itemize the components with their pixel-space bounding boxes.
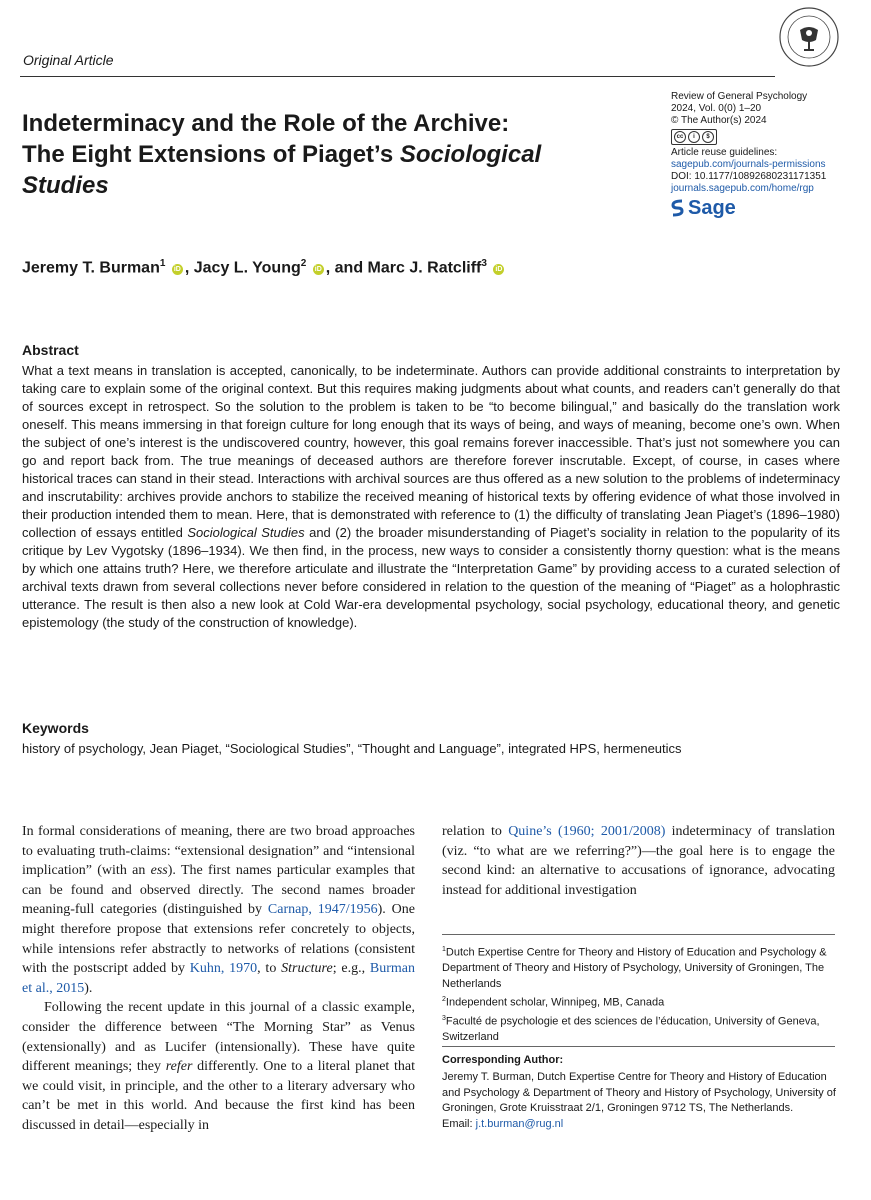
body-italic-structure: Structure [281,961,333,977]
reuse-link[interactable]: sagepub.com/journals-permissions [671,159,826,170]
footnote-divider [442,934,835,935]
publisher-name: Sage [688,197,736,219]
header-divider [20,76,775,77]
body-text: , to [257,961,282,977]
citation-kuhn-link[interactable]: Kuhn, 1970 [189,961,258,977]
corresponding-heading: Corresponding Author: [442,1054,564,1066]
footnote-1-text: Dutch Expertise Centre for Theory and History of Education and Psychology & Department of Theory and History of Psychology, University of Groningen, The Netherlands [442,946,827,990]
citation-burman-link[interactable]: Burman et al., 2015 [22,961,415,996]
citation-carnap-link[interactable]: Carnap, 1947/1956 [267,902,378,918]
corresponding-author [442,1070,842,1132]
body-text: In formal considerations of meaning, there are two broad approaches to evaluating truth-claims: “extensional designation” and “intensional implication” (with an [22,824,415,879]
author-line: Jeremy T. Burman$^1$ iD , Jacy L. Young$^2$ iD , and Marc J. Ratcliff$^3$ iD [22,258,503,277]
sage-logo [671,199,871,217]
body-paragraph-continued [442,822,835,900]
footnote-2 [442,992,842,1011]
footnote-3 [442,1011,842,1046]
footnote-2-text: Independent scholar, Winnipeg, MB, Canada [445,996,665,1009]
keywords-list: history of psychology, Jean Piaget, “Sociological Studies”, “Thought and Language”, integrated HPS, hermeneutics [22,741,682,756]
apa-division-seal-icon [778,6,840,68]
body-text: ). [84,980,93,996]
author-3-affil: 3 [481,258,487,269]
author-2-affil: 2 [300,258,307,269]
citation-quine-link[interactable]: Quine’s (1960; 2001/2008) [508,824,666,839]
journal-home-link[interactable]: journals.sagepub.com/home/rgp [671,183,814,194]
abstract-body [22,362,840,632]
email-label: Email: [442,1117,476,1130]
abstract-italic-title: Sociological Studies [187,525,305,540]
author-2: Jacy L. Young [193,259,301,277]
email-link[interactable]: j.t.burman@rug.nl [475,1117,564,1130]
author-1-affil: 1 [159,258,166,269]
sage-mark-icon [671,199,684,217]
copyright-notice: © The Author(s) 2024 [671,115,767,126]
journal-name: Review of General Psychology [671,91,808,102]
doi: DOI: 10.1177/10892680231171351 [671,171,827,182]
corresponding-email-line [442,1117,842,1133]
corresponding-divider [442,1046,835,1047]
article-type-label: Original Article [23,52,114,68]
body-paragraph-1 [22,822,415,998]
abstract-text-2: and (2) the broader misunderstanding of Piaget’s sociality in relation to the popularity of its critique by Lev Vygotsky (1896–1934). We then find, in the process, new ways to consider a consistently thorny question: what is the means by which one attains truth? Here, we therefore articulate and illustrate the “Interpretation Game” by providing access to a curated selection of archival texts drawn from several collections never before considered in relation to the question of the meaning of “Piaget” as a holophrastic utterance. The result is then also a new look at Cold War-era developmental psychology, social psychology, educational theory, and genetic epistemology (the study of the construction of knowledge). [22,525,840,630]
orcid-icon[interactable]: iD [173,266,181,274]
corresponding-address: Jeremy T. Burman, Dutch Expertise Centre for Theory and History of Education and Psychology & Department of Theory and History of Psychology, University of Groningen, Grote Kruisstraat 2/1, Groningen 9712 TS, The Netherlands. [442,1071,836,1114]
cc-license-badge-icon[interactable]: cc i $ [671,129,717,145]
keywords-heading: Keywords [22,720,89,736]
title-italic-sociological: Sociological [399,141,542,168]
body-text: Following the recent update in this journal of a classic example, consider the difference between “The Morning Star” as Venus (extensionally) and as Lucifer (intensionally). These have quite different meanings; they [22,1000,415,1075]
footnote-1-marker: 1 [442,946,446,953]
body-right-column [442,822,835,900]
body-paragraph-2 [22,998,415,1135]
footnote-2-marker: 2 [442,996,446,1004]
body-left-column [22,822,415,1136]
body-italic-refer: refer [165,1059,193,1075]
body-text: relation to [442,824,509,839]
footnote-3-marker: 3 [442,1015,446,1023]
abstract-heading: Abstract [22,342,79,358]
title-line-2 [22,139,652,170]
article-title [22,108,652,201]
body-text: differently. One to a literal planet that we could visit, in principle, and the other to a literary adversary who can’t be met in this world. And because the first kind has been discussed in detail—especially in [22,1059,416,1133]
footnote-3-text: Faculté de psychologie et des sciences de l’éducation, University of Geneva, Switzerland [442,1015,820,1044]
orcid-icon[interactable]: iD [314,266,322,274]
title-line-3 [22,170,652,201]
affiliation-footnotes [442,942,842,1046]
title-italic-studies: Studies [22,172,109,199]
reuse-label: Article reuse guidelines: [671,147,778,158]
body-text: ). One might therefore propose that extensions refer concretely to objects, while intensions refer abstractly to networks of relations (consistent with the postscript added by [22,902,415,977]
author-3-prefix: , and [325,259,368,277]
journal-volume: 2024, Vol. 0(0) 1–20 [671,103,762,114]
author-1: Jeremy T. Burman [22,259,160,277]
title-line-1: Indeterminacy and the Role of the Archive: [22,110,510,137]
journal-info [671,91,871,217]
author-3: Marc J. Ratcliff [367,259,482,277]
body-italic-ess: ess [150,863,168,879]
body-text: indeterminacy of translation (viz. “to what are we referring?”)—the goal here is to engage the second kind: an alternative to accusations of ignorance, advocating instead for additional investigation [442,824,836,898]
abstract-text-1: What a text means in translation is accepted, canonically, to be indeterminate. Authors can provide additional constraints to interpretation by taking care to explain some of the original context. But this requires making judgments about what counts, and readers can’t generally do that of sources except in retrospect. So the solution to the problem is taken to be “to become bilingual,” and basically do the translation work oneself. This means immersing in that foreign culture for long enough that its ways of being, and ways of meaning, become one’s own. When the subject of one’s interest is the undiscovered country, however, this goal remains forever inaccessible. That’s just not somewhere you can go and report back from. The true meanings of deceased authors are therefore forever inscrutable. Except, of course, in cases where historical traces can stand in their stead. Interactions with archival sources are thus offered as a new solution to the problems of indeterminacy and inscrutability: archives provide anchors to stabilize the received meaning of historical texts by offering evidence of what those involved in their production intended them to mean. Here, that is demonstrated with reference to (1) the difficulty of translating Jean Piaget’s (1896–1980) collection of essays entitled [22,363,840,540]
body-text: ). The first names particular examples that can be found and observed directly. The second names broader meaning-full categories (distinguished by [22,863,415,918]
orcid-icon[interactable]: iD [495,266,503,274]
body-text: ; e.g., [332,961,370,977]
footnote-1 [442,942,842,992]
title-line-2-text: The Eight Extensions of Piaget’s [22,141,400,168]
